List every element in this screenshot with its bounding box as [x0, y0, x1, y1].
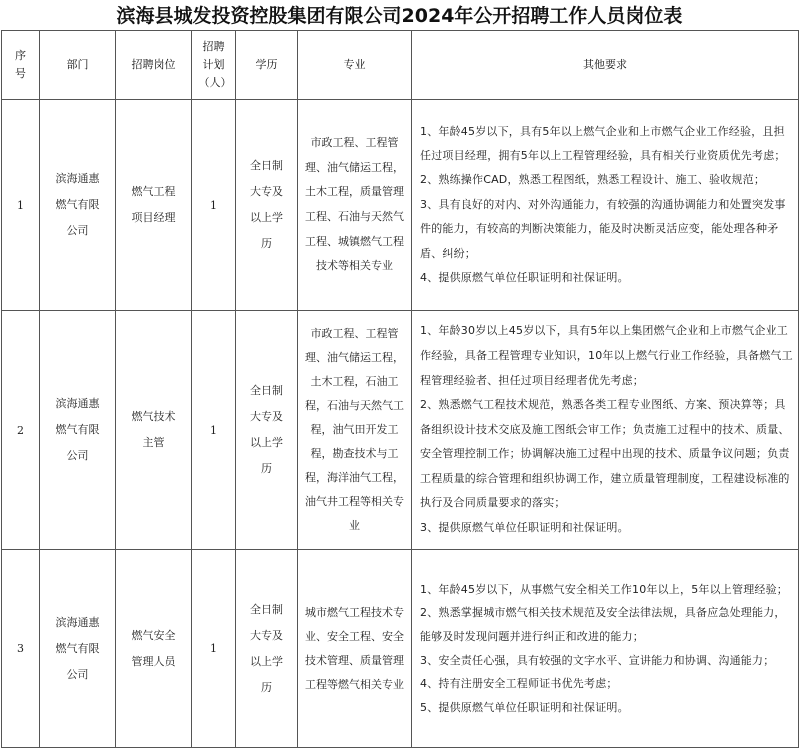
row-plan: 1	[192, 550, 236, 748]
requirement-item: 2、熟悉掌握城市燃气相关技术规范及安全法律法规，具备应急处理能力，能够及时发现问题并进行纠正和改进的能力；	[420, 606, 786, 643]
header-requirements: 其他要求	[412, 31, 799, 100]
table-header-row	[2, 31, 799, 100]
requirement-item: 3、具有良好的对内、对外沟通能力，有较强的沟通协调能力和处置突发事件的能力，有较高的判断决策能力，能及时决断灵活应变，能处理各种矛盾、纠纷；	[420, 197, 786, 260]
header-major: 专业	[298, 31, 412, 100]
positions-table	[1, 30, 799, 748]
row-dept: 滨海通惠燃气有限公司	[40, 100, 116, 311]
row-seq: 1	[2, 100, 40, 311]
row-seq: 2	[2, 311, 40, 550]
row-dept: 滨海通惠燃气有限公司	[40, 311, 116, 550]
header-plan: 招聘计划（人）	[192, 31, 236, 100]
row-education: 全日制大专及以上学历	[236, 550, 298, 748]
row-position: 燃气技术主管	[116, 311, 192, 550]
row-dept: 滨海通惠燃气有限公司	[40, 550, 116, 748]
row-seq: 3	[2, 550, 40, 748]
requirement-item: 2、熟练操作CAD，熟悉工程图纸，熟悉工程设计、施工、验收规范；	[420, 173, 766, 187]
header-education: 学历	[236, 31, 298, 100]
page-title: 滨海县城发投资控股集团有限公司2024年公开招聘工作人员岗位表	[116, 5, 683, 27]
table-row	[2, 100, 799, 311]
table-row	[2, 550, 799, 748]
requirement-item: 4、持有注册安全工程师证书优先考虑；	[420, 677, 618, 691]
requirement-item: 5、提供原燃气单位任职证明和社保证明。	[420, 700, 629, 714]
requirement-item: 3、提供原燃气单位任职证明和社保证明。	[420, 521, 629, 535]
requirement-item: 4、提供原燃气单位任职证明和社保证明。	[420, 271, 629, 285]
header-dept: 部门	[40, 31, 116, 100]
requirement-item: 1、年龄30岁以上45岁以下，具有5年以上集团燃气企业和上市燃气企业工作经验，具备工程管理专业知识，10年以上燃气行业工作经验，具备燃气工程管理经验者、担任过项目经理者优先考虑；	[420, 324, 793, 387]
requirement-item: 1、年龄45岁以下，具有5年以上燃气企业和上市燃气企业工作经验，且担任过项目经理，拥有5年以上工程管理经验，具有相关行业资质优先考虑；	[420, 124, 786, 162]
row-position: 燃气工程项目经理	[116, 100, 192, 311]
row-plan: 1	[192, 311, 236, 550]
row-requirements	[412, 311, 799, 550]
row-requirements	[412, 550, 799, 748]
requirement-item: 3、安全责任心强，具有较强的文字水平、宣讲能力和协调、沟通能力；	[420, 653, 775, 667]
row-education: 全日制大专及以上学历	[236, 311, 298, 550]
table-row	[2, 311, 799, 550]
requirement-item: 1、年龄45岁以下，从事燃气安全相关工作10年以上，5年以上管理经验；	[420, 582, 788, 596]
requirement-item: 2、熟悉燃气工程技术规范，熟悉各类工程专业图纸、方案、预决算等；具备组织设计技术交底及施工图纸会审工作；负责施工过程中的技术、质量、安全管理控制工作；协调解决施工过程中出现的技术、质量争议问题；负责工程质量的综合管理和组织协调工作，建立质量管理制度，工程建设标准的执行及合同质量要求的落实；	[420, 398, 790, 510]
row-requirements	[412, 100, 799, 311]
header-seq: 序号	[2, 31, 40, 100]
row-education: 全日制大专及以上学历	[236, 100, 298, 311]
row-plan: 1	[192, 100, 236, 311]
row-position: 燃气安全管理人员	[116, 550, 192, 748]
header-position: 招聘岗位	[116, 31, 192, 100]
row-major: 市政工程、工程管理、油气储运工程，土木工程，石油工程，石油与天然气工程，油气田开发工程，勘查技术与工程，海洋油气工程，油气井工程等相关专业	[298, 311, 412, 550]
row-major: 城市燃气工程技术专业、安全工程、安全技术管理、质量管理工程等燃气相关专业	[298, 550, 412, 748]
row-major: 市政工程、工程管理、油气储运工程，土木工程，质量管理工程、石油与天然气工程、城镇燃气工程技术等相关专业	[298, 100, 412, 311]
